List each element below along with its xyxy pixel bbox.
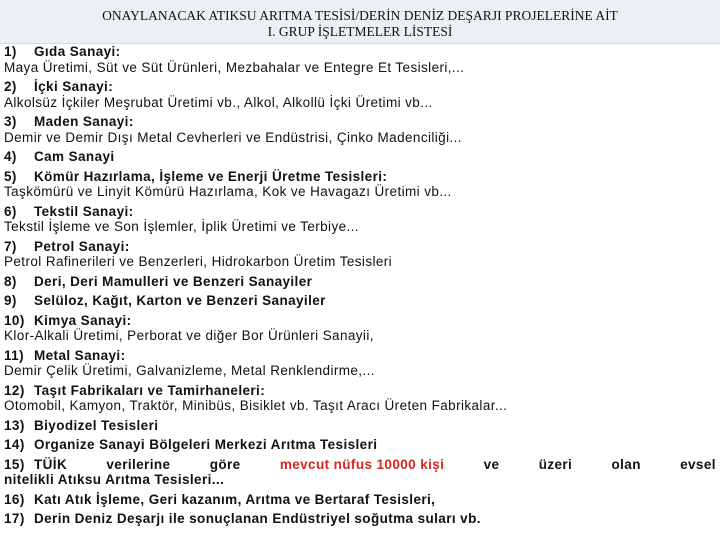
list-item bbox=[4, 418, 716, 434]
item-heading: Biyodizel Tesisleri bbox=[34, 417, 159, 433]
item-15-word: ve bbox=[483, 456, 500, 472]
item-heading: Deri, Deri Mamulleri ve Benzeri Sanayiler bbox=[34, 273, 313, 289]
item-description: Alkolsüz İçkiler Meşrubat Üretimi vb., Alkol, Alkollü İçki Üretimi vb... bbox=[4, 94, 433, 110]
title-line-2: I. GRUP İŞLETMELER LİSTESİ bbox=[267, 24, 453, 39]
item-number: 12) bbox=[4, 382, 25, 398]
item-15-highlight: mevcut nüfus 10000 kişi bbox=[279, 456, 445, 472]
list-item bbox=[4, 274, 716, 290]
item-heading: Kömür Hazırlama, İşleme ve Enerji Üretme Tesisleri: bbox=[34, 168, 388, 184]
item-number: 7) bbox=[4, 238, 17, 254]
list-item bbox=[4, 348, 716, 379]
item-15-word: verilerine bbox=[106, 456, 171, 472]
item-heading: Katı Atık İşleme, Geri kazanım, Arıtma ve Bertaraf Tesisleri, bbox=[34, 491, 436, 507]
list-item bbox=[4, 149, 716, 165]
item-description: Otomobil, Kamyon, Traktör, Minibüs, Bisiklet vb. Taşıt Aracı Üreten Fabrikalar... bbox=[4, 398, 508, 413]
item-number: 17) bbox=[4, 511, 25, 526]
item-number: 2) bbox=[4, 79, 17, 94]
item-number: 9) bbox=[4, 293, 17, 308]
item-number: 4) bbox=[4, 149, 17, 164]
list-item bbox=[4, 511, 716, 527]
item-15-line-1 bbox=[4, 457, 716, 473]
item-heading: Organize Sanayi Bölgeleri Merkezi Arıtma Tesisleri bbox=[34, 437, 378, 452]
item-number: 5) bbox=[4, 168, 17, 184]
list-item bbox=[4, 169, 716, 200]
item-description: Taşkömürü ve Linyit Kömürü Hazırlama, Kok ve Havagazı Üretimi vb... bbox=[4, 184, 452, 199]
item-heading: Cam Sanayi bbox=[34, 149, 115, 164]
item-heading: Maden Sanayi: bbox=[34, 114, 134, 129]
item-15-word: göre bbox=[209, 456, 241, 472]
title-line-1: ONAYLANACAK ATIKSU ARITMA TESİSİ/DERİN DENİZ DEŞARJI PROJELERİNE AİT bbox=[102, 8, 618, 23]
item-heading: Selüloz, Kağıt, Karton ve Benzeri Sanayiler bbox=[34, 293, 326, 308]
item-heading: İçki Sanayi: bbox=[34, 79, 114, 94]
item-15-word: evsel bbox=[680, 456, 716, 472]
item-heading: Taşıt Fabrikaları ve Tamirhaneleri: bbox=[34, 382, 266, 398]
item-description: Maya Üretimi, Süt ve Süt Ürünleri, Mezbahalar ve Entegre Et Tesisleri,... bbox=[4, 59, 465, 75]
item-15-word: olan bbox=[611, 456, 641, 472]
list-item bbox=[4, 44, 716, 75]
item-description: Petrol Rafinerileri ve Benzerleri, Hidrokarbon Üretim Tesisleri bbox=[4, 254, 393, 269]
item-heading: Tekstil Sanayi: bbox=[34, 203, 134, 219]
item-heading: Derin Deniz Deşarjı ile sonuçlanan Endüstriyel soğutma suları vb. bbox=[34, 511, 481, 526]
list-item bbox=[4, 492, 716, 508]
list-item bbox=[4, 293, 716, 309]
item-heading: Gıda Sanayi: bbox=[34, 44, 121, 59]
list-item bbox=[4, 79, 716, 110]
item-description: Demir ve Demir Dışı Metal Cevherleri ve Endüstrisi, Çinko Madenciliği... bbox=[4, 129, 462, 145]
item-number: 15) bbox=[4, 456, 25, 472]
item-number: 13) bbox=[4, 417, 25, 433]
item-description: Demir Çelik Üretimi, Galvanizleme, Metal Renklendirme,... bbox=[4, 363, 375, 378]
item-description: Tekstil İşleme ve Son İşlemler, İplik Üretimi ve Terbiye... bbox=[4, 219, 359, 234]
list-item-15 bbox=[4, 457, 716, 488]
item-heading: Metal Sanayi: bbox=[34, 347, 126, 363]
item-number: 11) bbox=[4, 347, 24, 363]
item-description: Klor-Alkali Üretimi, Perborat ve diğer Bor Ürünleri Sanayii, bbox=[4, 328, 374, 343]
list-item bbox=[4, 383, 716, 414]
item-number: 10) bbox=[4, 312, 25, 328]
list-item bbox=[4, 313, 716, 344]
item-number: 6) bbox=[4, 203, 17, 219]
item-15-word: TÜİK bbox=[34, 456, 68, 472]
item-heading: Kimya Sanayi: bbox=[34, 312, 132, 328]
list-item bbox=[4, 114, 716, 145]
item-number: 16) bbox=[4, 491, 25, 507]
item-number: 14) bbox=[4, 437, 25, 452]
list-item bbox=[4, 204, 716, 235]
item-heading: Petrol Sanayi: bbox=[34, 238, 130, 254]
list-item bbox=[4, 239, 716, 270]
title-bar bbox=[0, 0, 720, 44]
list-item bbox=[4, 437, 716, 453]
item-number: 3) bbox=[4, 114, 17, 129]
item-15-word: üzeri bbox=[538, 456, 573, 472]
item-number: 8) bbox=[4, 273, 17, 289]
item-15-line-2: nitelikli Atıksu Arıtma Tesisleri... bbox=[4, 472, 225, 487]
list-content bbox=[4, 44, 716, 527]
item-number: 1) bbox=[4, 44, 17, 59]
